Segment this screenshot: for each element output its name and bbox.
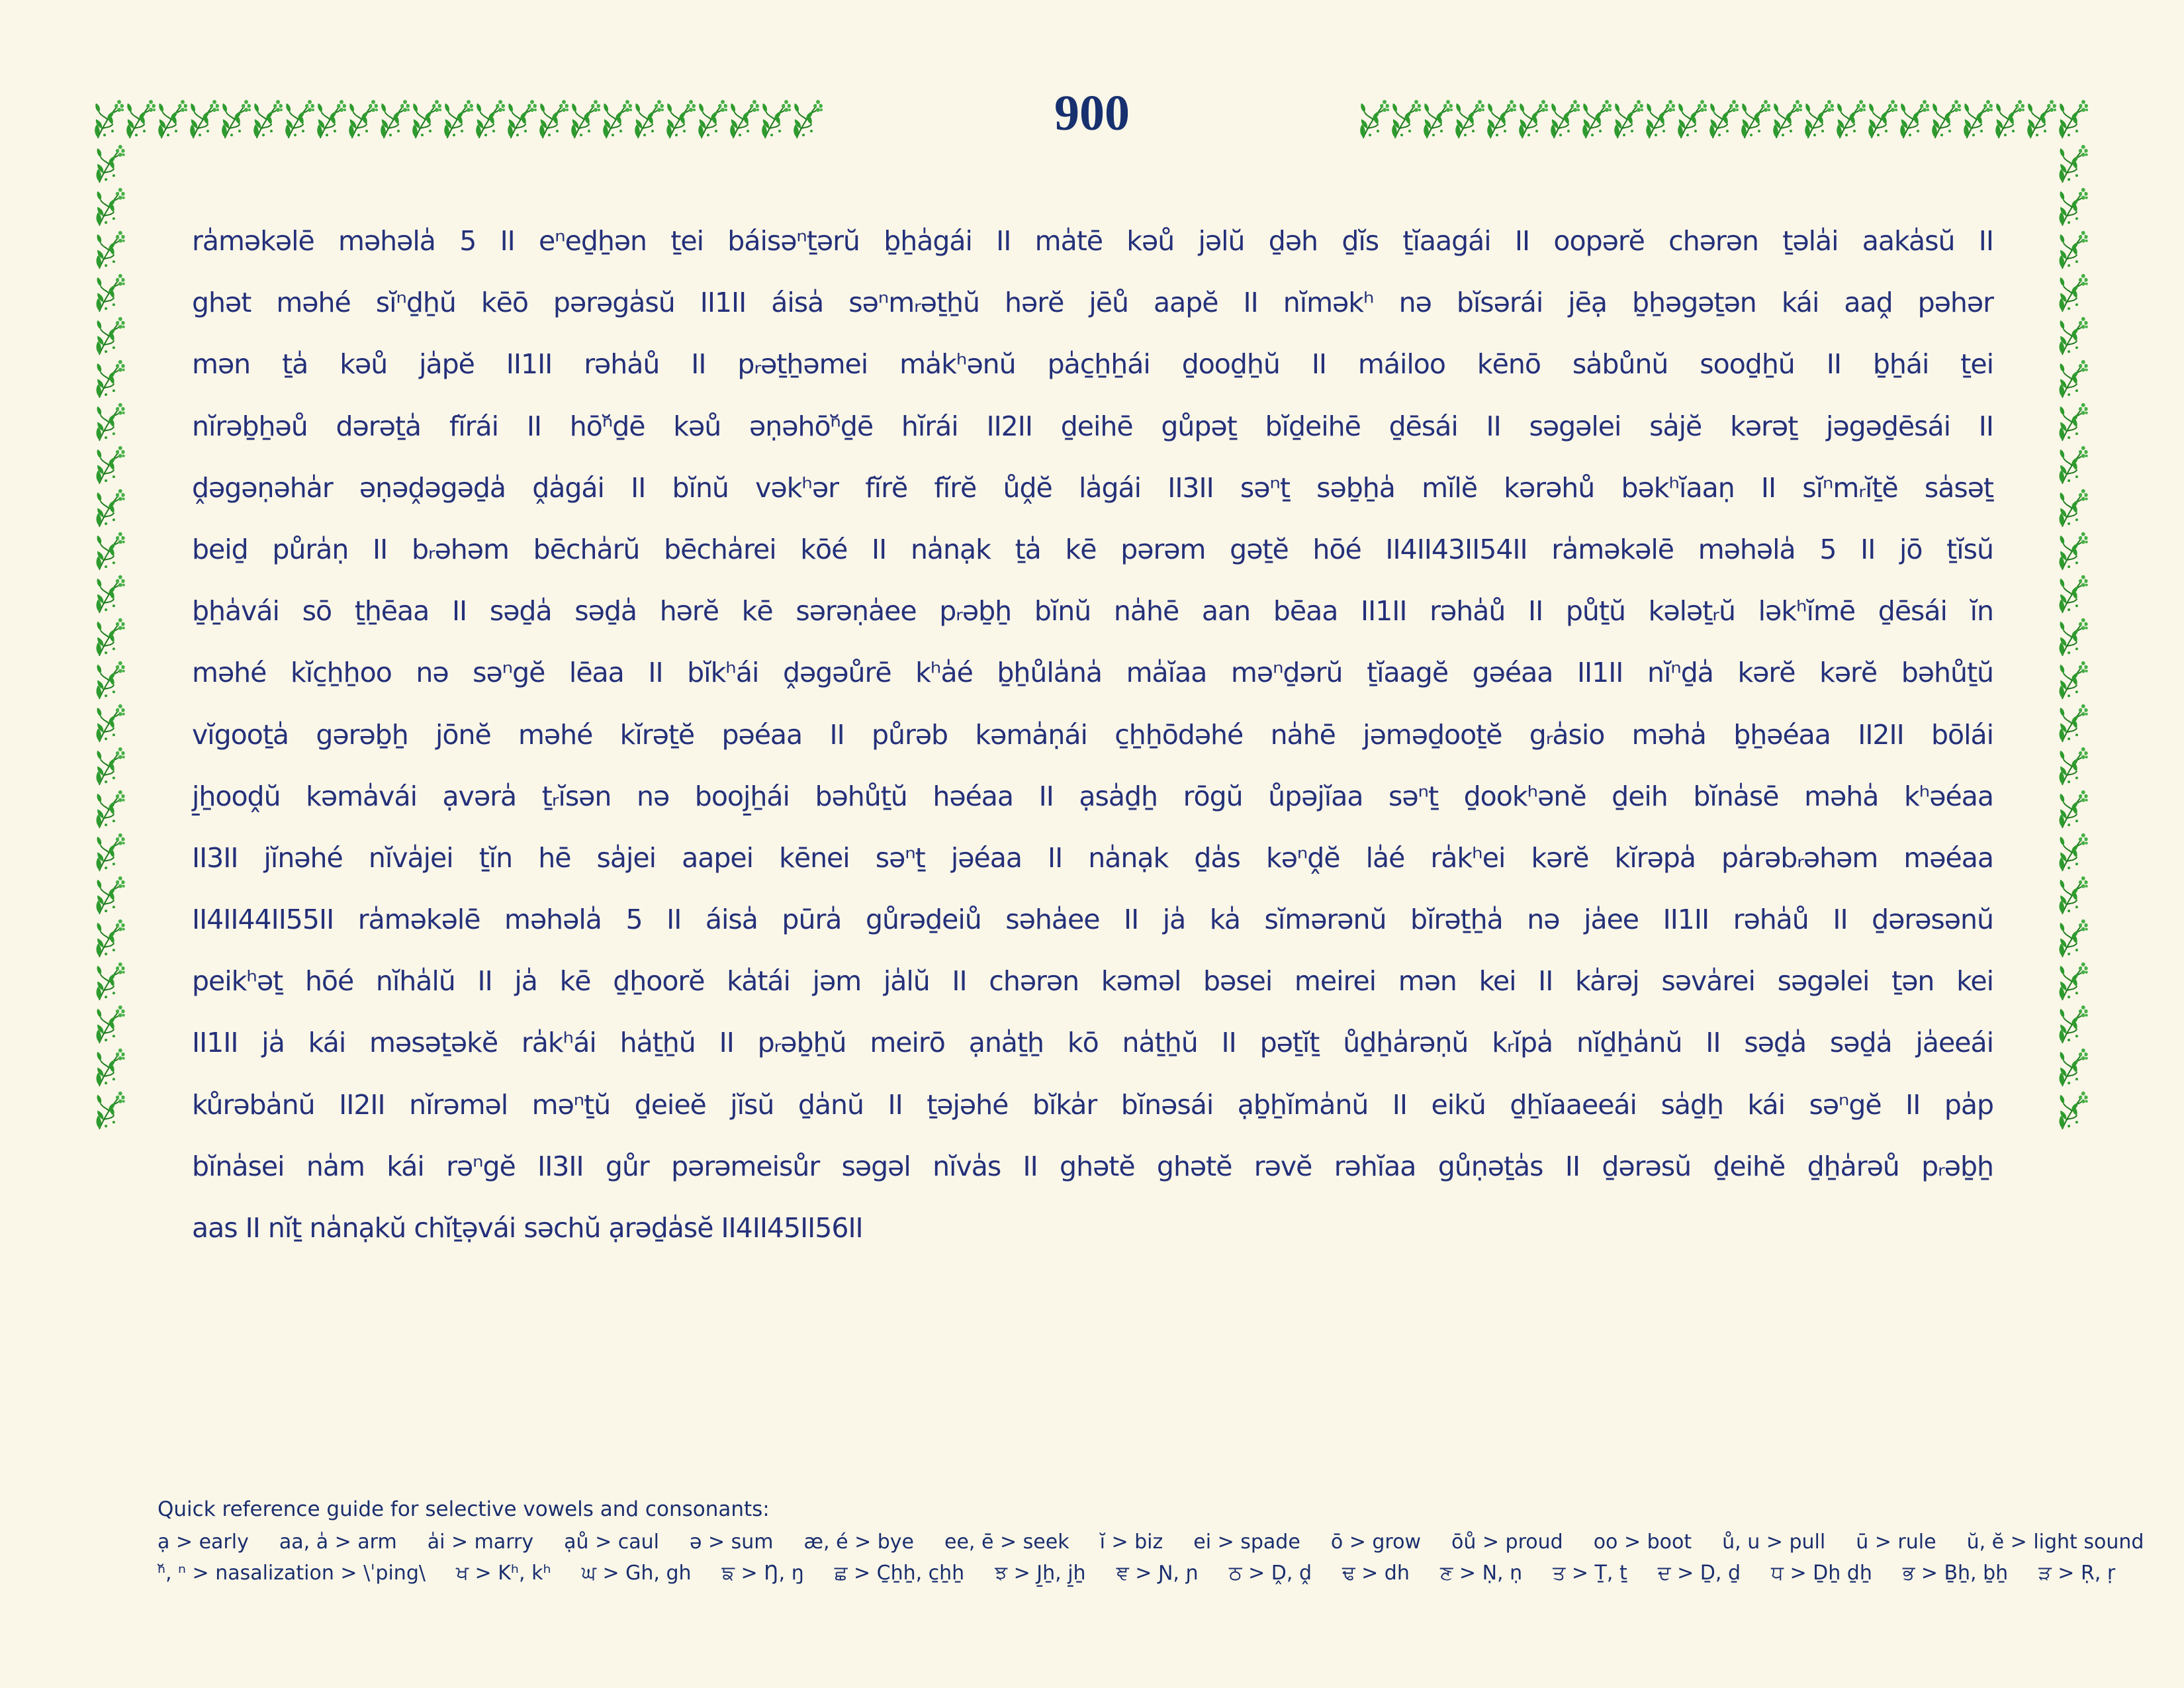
floral-sprig-icon — [2056, 185, 2090, 228]
floral-sprig-icon — [2056, 744, 2090, 787]
floral-sprig-icon — [93, 443, 127, 486]
legend-item: ਛ > C̱ẖẖ, c̱ẖẖ — [834, 1562, 965, 1585]
floral-sprig-icon — [93, 916, 127, 959]
legend-item: ū > rule — [1856, 1530, 1936, 1554]
floral-sprig-icon — [2056, 486, 2090, 529]
floral-sprig-icon — [506, 97, 537, 140]
floral-sprig-icon — [760, 97, 792, 140]
floral-sprig-icon — [1358, 97, 1390, 140]
floral-sprig-icon — [1962, 97, 1993, 140]
floral-sprig-icon — [2056, 357, 2090, 400]
legend-item: ਞ > Ɲ, ɲ — [1116, 1562, 1199, 1585]
floral-sprig-icon — [220, 97, 251, 140]
legend-row-consonants — [158, 1562, 2130, 1585]
floral-sprig-icon — [93, 1002, 127, 1045]
floral-sprig-icon — [93, 744, 127, 787]
floral-sprig-icon — [2056, 1002, 2090, 1045]
floral-sprig-icon — [93, 271, 127, 314]
floral-sprig-icon — [2056, 701, 2090, 744]
floral-sprig-icon — [633, 97, 664, 140]
floral-sprig-icon — [124, 97, 156, 140]
legend-item: ōů > proud — [1451, 1530, 1563, 1554]
legend-item: ਙ > Ŋ, ŋ — [721, 1562, 804, 1585]
floral-sprig-icon — [1930, 97, 1962, 140]
legend-item: a̍i > marry — [427, 1530, 534, 1554]
floral-sprig-icon — [1485, 97, 1517, 140]
floral-sprig-icon — [728, 97, 760, 140]
floral-sprig-icon — [2056, 658, 2090, 701]
left-border — [93, 142, 130, 1131]
text-line: II3II jĭnəhé nĭva̍jei ṯĭn hē sa̍jei aapei kēnei səⁿṯ jəéaa II na̍nạk ḏa̍s kəⁿḓĕ la̍é ra̍kʰei kərĕ kĭrəpa̍ pa̍rəbᵣəhəm məéaa — [192, 841, 1993, 874]
floral-sprig-icon — [93, 572, 127, 615]
floral-sprig-icon — [2056, 1045, 2090, 1088]
legend-item: ŭ, ĕ > light sound — [1966, 1530, 2144, 1554]
floral-sprig-icon — [2056, 529, 2090, 572]
legend-item: oo > boot — [1593, 1530, 1692, 1554]
floral-sprig-icon — [410, 97, 442, 140]
floral-sprig-icon — [1676, 97, 1707, 140]
text-line: kůrəba̍nŭ II2II nĭrəməl məⁿṯŭ ḏeieĕ jĭsŭ ḏa̍nŭ II ṯəjəhé bĭka̍r bĭnəsái ạḇẖĭma̍nŭ II eikŭ ḏẖĭaaeeái sa̍ḏẖ kái səⁿgĕ II pa̍p — [192, 1088, 1993, 1121]
legend-item: ee, ē > seek — [944, 1530, 1069, 1554]
floral-sprig-icon — [2056, 916, 2090, 959]
page-number: 900 — [1054, 85, 1130, 141]
pronunciation-legend — [158, 1497, 2144, 1593]
floral-sprig-icon — [93, 529, 127, 572]
floral-sprig-icon — [2056, 271, 2090, 314]
floral-sprig-icon — [93, 787, 127, 830]
floral-sprig-icon — [93, 486, 127, 529]
legend-item: ੜ > Ṛ, ṛ — [2038, 1562, 2116, 1585]
floral-sprig-icon — [2056, 1088, 2090, 1131]
floral-sprig-icon — [2056, 830, 2090, 873]
floral-sprig-icon — [474, 97, 506, 140]
floral-sprig-icon — [283, 97, 315, 140]
floral-sprig-icon — [93, 400, 127, 443]
floral-sprig-icon — [696, 97, 728, 140]
floral-sprig-icon — [2056, 228, 2090, 271]
floral-sprig-icon — [1612, 97, 1644, 140]
floral-sprig-icon — [1549, 97, 1580, 140]
text-line: nĭrəḇẖəů dərəṯa̍ fĭrái II hōⁿ̆ḏē kəů əṇəhōⁿ̆ḏē hĭrái II2II ḏeihē gůpəṯ bĭḏeihē ḏēsái II səgəlei sa̍jĕ kərəṯ jəgəḏēsái II — [192, 410, 1993, 442]
legend-item: ĭ > biz — [1099, 1530, 1163, 1554]
floral-sprig-icon — [93, 959, 127, 1002]
legend-item: ਭ > Ḇẖ, ḇẖ — [1902, 1562, 2009, 1585]
floral-sprig-icon — [93, 1088, 127, 1131]
floral-sprig-icon — [93, 228, 127, 271]
floral-sprig-icon — [2056, 443, 2090, 486]
legend-item: ਠ > Ḓ, ḓ — [1228, 1562, 1312, 1585]
legend-title: Quick reference guide for selective vowels and consonants: — [158, 1497, 770, 1521]
legend-item: ⁿ̆, ⁿ > nasalization > \ˈping\ — [158, 1562, 426, 1585]
floral-sprig-icon — [93, 1045, 127, 1088]
floral-sprig-icon — [2056, 959, 2090, 1002]
floral-sprig-icon — [1453, 97, 1485, 140]
legend-item: ů, u > pull — [1722, 1530, 1826, 1554]
legend-item: ਢ > dh — [1342, 1562, 1410, 1585]
floral-sprig-icon — [2057, 97, 2089, 140]
floral-sprig-icon — [2056, 787, 2090, 830]
legend-item: ਧ > Ḏẖ ḏẖ — [1771, 1562, 1872, 1585]
floral-sprig-icon — [93, 357, 127, 400]
legend-item: ō > grow — [1330, 1530, 1421, 1554]
legend-item: ਘ > Gh, gh — [581, 1562, 692, 1585]
floral-sprig-icon — [664, 97, 696, 140]
floral-sprig-icon — [2056, 873, 2090, 916]
floral-sprig-icon — [347, 97, 379, 140]
floral-sprig-icon — [1835, 97, 1866, 140]
floral-sprig-icon — [1739, 97, 1771, 140]
text-line: bĭna̍sei na̍m kái rəⁿgĕ II3II gůr pərəmeisůr səgəl nĭva̍s II ghətĕ ghətĕ rəvĕ rəhĭaa gůṇəṯa̍s II ḏərəsŭ ḏeihĕ ḏẖa̍rəů pᵣəḇẖ — [192, 1150, 1993, 1182]
legend-item: ạů > caul — [564, 1530, 659, 1554]
legend-row-vowels — [158, 1530, 2144, 1554]
text-line: II1II ja̍ kái məsəṯəkĕ ra̍kʰái ha̍ṯẖŭ II pᵣəḇẖŭ meirō ạna̍ṯẖ kō na̍ṯẖŭ II pəṯĭṯ ůḏẖa̍rəṇŭ kᵣĭpa̍ nĭḏẖa̍nŭ II səḏa̍ səḏa̍ ja̍eeái — [192, 1027, 1993, 1059]
floral-sprig-icon — [1771, 97, 1803, 140]
transliteration-text-block — [192, 211, 1993, 1259]
legend-item: ạ > early — [158, 1530, 249, 1554]
floral-sprig-icon — [93, 142, 127, 185]
floral-sprig-icon — [1580, 97, 1612, 140]
text-line: aas II nĭṯ na̍nạkŭ chĭṯə̣vái səchŭ ạrəḏa̍sĕ II4II45II56II — [192, 1212, 863, 1244]
floral-sprig-icon — [442, 97, 474, 140]
floral-sprig-icon — [1866, 97, 1898, 140]
floral-sprig-icon — [2025, 97, 2057, 140]
floral-sprig-icon — [2056, 314, 2090, 357]
floral-sprig-icon — [93, 658, 127, 701]
text-line: məhé kĭc̱ẖẖoo nə səⁿgĕ lēaa II bĭkʰái ḓəgəůrē kʰa̍é ḇẖůla̍na̍ ma̍ĭaa məⁿḏərŭ ṯĭaagĕ gəéaa II1II nĭⁿḏa̍ kərĕ kərĕ bəhůṯŭ — [192, 657, 1993, 689]
right-border — [2056, 142, 2093, 1131]
floral-sprig-icon — [2056, 572, 2090, 615]
floral-sprig-icon — [315, 97, 347, 140]
floral-sprig-icon — [93, 185, 127, 228]
floral-sprig-icon — [1707, 97, 1739, 140]
floral-sprig-icon — [537, 97, 569, 140]
legend-item: ਝ > J̱ẖ, j̱ẖ — [995, 1562, 1086, 1585]
text-line: vĭgooṯa̍ gərəḇẖ jōnĕ məhé kĭrəṯĕ pəéaa II půrəb kəma̍ṇái c̱ẖẖōdəhé na̍hē jəməḏooṯĕ gᵣa̍sio məha̍ ḇẖəéaa II2II bōlái — [192, 718, 1993, 751]
floral-sprig-icon — [2056, 400, 2090, 443]
legend-item: ਦ > Ḏ, ḏ — [1657, 1562, 1741, 1585]
floral-sprig-icon — [1390, 97, 1422, 140]
legend-item: ə > sum — [690, 1530, 774, 1554]
text-line: mən ṯa̍ kəů ja̍pĕ II1II rəha̍ů II pᵣəṯẖəmei ma̍kʰənŭ pa̍c̱ẖẖái ḏooḏẖŭ II máiloo kēnō sa̍bůnŭ sooḏẖŭ II ḇẖái ṯei — [192, 348, 1993, 381]
text-line: j̱ẖooḓŭ kəma̍vái ạvəra̍ ṯᵣĭsən nə booj̱ẖái bəhůṯŭ həéaa II ạsa̍ḏẖ rōgŭ ůpəjĭaa səⁿṯ ḏookʰənĕ ḏeih bĭna̍sē məha̍ kʰəéaa — [192, 780, 1993, 812]
floral-sprig-icon — [1422, 97, 1453, 140]
legend-item: ei > spade — [1193, 1530, 1300, 1554]
floral-sprig-icon — [93, 873, 127, 916]
floral-sprig-icon — [93, 830, 127, 873]
floral-sprig-icon — [1898, 97, 1930, 140]
top-border-right — [1358, 97, 2089, 143]
legend-item: aa, a̍ > arm — [279, 1530, 397, 1554]
floral-sprig-icon — [251, 97, 283, 140]
legend-item: ਖ > Kʰ, kʰ — [455, 1562, 551, 1585]
floral-sprig-icon — [379, 97, 410, 140]
legend-item: ਤ > Ṯ, ṯ — [1553, 1562, 1627, 1585]
text-line: peikʰəṯ hōé nĭha̍lŭ II ja̍ kē ḏẖoorĕ ka̍tái jəm ja̍lŭ II chərən kəməl bəsei meirei mən kei II ka̍rəj səva̍rei səgəlei ṯən kei — [192, 965, 1993, 998]
text-line: II4II44II55II ra̍məkəlē məhəla̍ 5 II áisa̍ pūra̍ gůrəḏeiů səha̍ee II ja̍ ka̍ sĭmərənŭ bĭrəṯẖa̍ nə ja̍ee II1II rəha̍ů II ḏərəsənŭ — [192, 904, 1993, 936]
top-border-left — [93, 97, 823, 143]
text-line: beiḏ půra̍ṇ II bᵣəhəm bēcha̍rŭ bēcha̍rei kōé II na̍nạk ṯa̍ kē pərəm gəṯĕ hōé II4II43II54II ra̍məkəlē məhəla̍ 5 II jō ṯĭsŭ — [192, 533, 1993, 565]
floral-sprig-icon — [1644, 97, 1676, 140]
legend-item: æ, é > bye — [803, 1530, 914, 1554]
floral-sprig-icon — [93, 701, 127, 744]
text-line: ra̍məkəlē məhəla̍ 5 II eⁿeḏẖən ṯei báisəⁿṯərŭ ḇẖa̍gái II ma̍tē kəů jəlŭ ḏəh ḏĭs ṯĭaagái II oopərĕ chərən ṯəla̍i aaka̍sŭ II — [192, 225, 1993, 257]
floral-sprig-icon — [792, 97, 823, 140]
floral-sprig-icon — [93, 615, 127, 658]
floral-sprig-icon — [601, 97, 633, 140]
text-line: ḇẖa̍vái sō ṯẖēaa II səḏa̍ səḏa̍ hərĕ kē sərəṇa̍ee pᵣəḇẖ bĭnŭ na̍hē aan bēaa II1II rəha̍ů II půṯŭ kələṯᵣŭ ləkʰĭmē ḏēsái ĭn — [192, 595, 1993, 628]
floral-sprig-icon — [1517, 97, 1549, 140]
floral-sprig-icon — [188, 97, 220, 140]
floral-sprig-icon — [1993, 97, 2025, 140]
floral-sprig-icon — [2056, 142, 2090, 185]
floral-sprig-icon — [93, 97, 124, 140]
text-line: ghət məhé sĭⁿḏẖŭ kēō pərəga̍sŭ II1II áisa̍ səⁿmᵣəṯẖŭ hərĕ jēů aapĕ II nĭməkʰ nə bĭsərái jēạ ḇẖəgəṯən kái aaḓ pəhər — [192, 287, 1993, 319]
floral-sprig-icon — [569, 97, 601, 140]
text-line: ḓəgəṇəha̍r əṇəḓəgəḏa̍ ḓa̍gái II bĭnŭ vəkʰər fĭrĕ fĭrĕ ůḓĕ la̍gái II3II səⁿṯ səḇẖa̍ mĭlĕ kərəhů bəkʰĭaaṇ II sĭⁿmᵣĭṯĕ sa̍səṯ — [192, 471, 1993, 504]
floral-sprig-icon — [156, 97, 188, 140]
floral-sprig-icon — [2056, 615, 2090, 658]
floral-sprig-icon — [1803, 97, 1835, 140]
floral-sprig-icon — [93, 314, 127, 357]
legend-item: ਣ > Ṇ, ṇ — [1439, 1562, 1523, 1585]
